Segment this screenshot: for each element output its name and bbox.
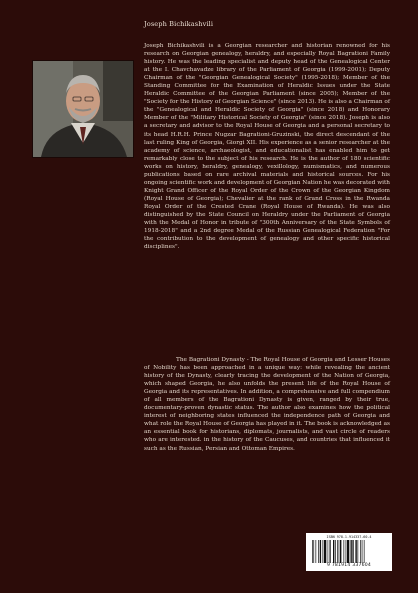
author-photo — [32, 60, 134, 158]
barcode-icon — [311, 540, 387, 563]
barcode-bar — [344, 540, 345, 563]
barcode-bar — [358, 540, 359, 563]
barcode-bar — [327, 540, 328, 563]
barcode-bar — [362, 540, 363, 563]
barcode-bar — [323, 540, 324, 563]
barcode-bar — [313, 540, 314, 563]
barcode-bar — [324, 540, 326, 563]
barcode-bar — [350, 540, 351, 563]
book-description: The Bagrationi Dynasty - The Royal House of Georgia and Lesser Houses of Nobility has been approached in a unique way: while revealing the ancient history of the Dynasty, clearly tracing the development of the Nation of Georgia, which shaped Georgia, he also unfolds the present life of the Royal House of Georgia and its representatives. In addition, a comprehensive and full compendium of all members of the Bagrationi Dynasty is given, ranged by their true, documentary-proven dynastic status. The author also examines how the political interest of neighboring states influenced the independence path of Georgia and what role the Royal House of Georgia has played in it. The book is acknowledged as an essential book for historians, diplomats, journalists, and vast circle of readers who are interested. in the history of the Caucuses, and countries that influenced it such as the Russian, Persian and Ottoman Empires. — [144, 357, 390, 452]
author-biography: Joseph Bichikashvili is a Georgian researcher and historian renowned for his research on Georgian genealogy, heraldry, and especially Royal Bagrationi Family history. He was the leading specialist and deputy head of the Genealogical Center at the I. Chavchavadze library of the Parliament of Georgia (1999-2001); Deputy Chairman of the "Georgian Genealogical Society" (1995-2018); Member of the Standing Committee for the Examination of Heraldic Issues under the State Heraldic Committee of the Georgian Parliament (since 2005); Member of the "Society for the History of Georgian Science" (since 2013). He is also a Chairman of the "Genealogical and Heraldic Society of Georgia" (since 2018) and Honorary Member of the "Military Historical Society of Georgia" (since 2018). Joseph is also a secretary and advisor to the Royal House of Georgia and a personal secretary to its head H.R.H. Prince Nugzar Bagrationi-Gruzinski, the direct descendant of the last ruling King of Georgia, Giorgi XII. His experience as a senior researcher at the academy of science, archaeologist, and educationalist has enabled him to get remarkably close to the subject of his research. He is the author of 180 scientific works on history, heraldry, genealogy, vexillology, numismatics, and numerous publications based on rare archival materials and historical sources. For his ongoing scientific work and development of Georgian Nation he was decorated with Knight Grand Officer of the Royal Order of the Crown of the Georgian Kingdom (Royal House of Georgia); Chevalier at the rank of Grand Cross in the Rwanda Royal Order of the Crested Crane (Royal House of Rwanda). He was also distinguished by the State Council on Heraldry under the Parliament of Georgia with the Medal of Honor in tribute of "300th Anniversary of the State Symbols of 1918-2018" and a 2nd degree Medal of the Russian Genealogical Federation "For the contribution to the development of genealogy and other specific historical disciplines". — [144, 43, 390, 251]
barcode-bar — [337, 540, 338, 563]
barcode-bar — [312, 540, 313, 563]
barcode-bar — [316, 540, 317, 563]
barcode-bar — [330, 540, 331, 563]
barcode-panel — [306, 533, 392, 571]
barcode-bar — [347, 540, 349, 563]
barcode-bar — [355, 540, 356, 563]
barcode-bar — [346, 540, 347, 563]
barcode-bar — [339, 540, 340, 563]
barcode-bar — [340, 540, 341, 563]
portrait-icon — [33, 61, 133, 157]
barcode-bar — [360, 540, 361, 563]
isbn-number: 9 781914 337604 — [327, 563, 371, 568]
barcode-bar — [329, 540, 330, 563]
barcode-bar — [335, 540, 336, 563]
barcode-bar — [351, 540, 352, 563]
barcode-bar — [364, 540, 365, 563]
barcode-bar — [333, 540, 334, 563]
isbn-label: ISBN 978-1-914337-60-4 — [326, 535, 372, 539]
barcode-bar — [320, 540, 321, 563]
barcode-bar — [318, 540, 319, 563]
barcode-bar — [353, 540, 354, 563]
author-name: Joseph Bichikashvili — [144, 20, 214, 28]
